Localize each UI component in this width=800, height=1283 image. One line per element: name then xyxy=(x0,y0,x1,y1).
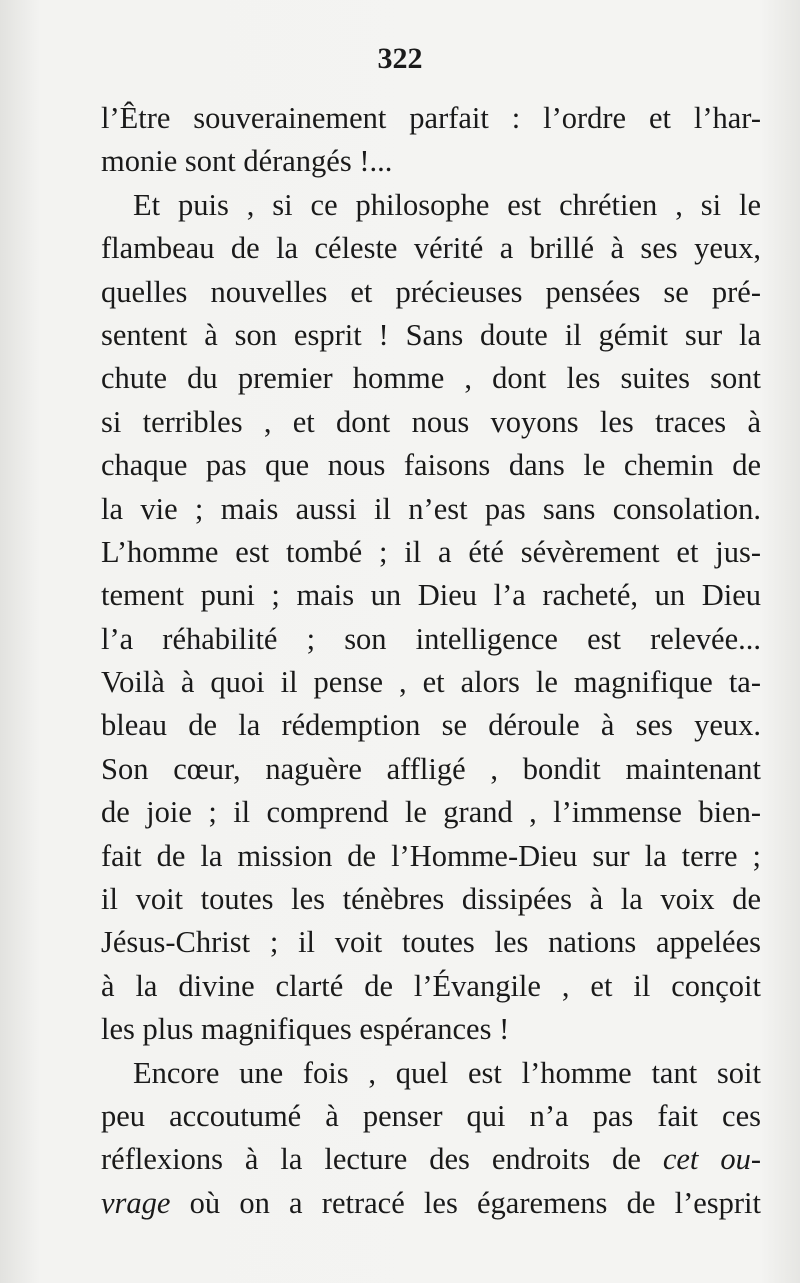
text-line xyxy=(101,965,761,1008)
line-text: monie sont dérangés !... xyxy=(101,144,393,179)
text-line xyxy=(101,835,761,878)
line-text: à la divine clarté de l’Évangile , et il conçoit xyxy=(101,968,761,1003)
line-text: Et puis , si ce philosophe est chrétien , si le xyxy=(133,187,761,222)
text-line xyxy=(101,1182,761,1225)
text-line xyxy=(101,357,761,400)
text-line xyxy=(101,574,761,617)
text-line xyxy=(101,618,761,661)
italic-text: vrage xyxy=(101,1185,171,1220)
line-text: Jésus-Christ ; il voit toutes les nations appelées xyxy=(101,925,761,960)
line-text: chaque pas que nous faisons dans le chemin de xyxy=(101,448,761,483)
text-line xyxy=(101,488,761,531)
line-text: sentent à son esprit ! Sans doute il gémit sur la xyxy=(101,317,761,352)
text-line xyxy=(101,444,761,487)
line-text: flambeau de la céleste vérité a brillé à ses yeux, xyxy=(101,231,761,266)
line-text: de joie ; il comprend le grand , l’immense bien- xyxy=(101,795,761,830)
text-line xyxy=(101,1008,761,1051)
line-text: peu accoutumé à penser qui n’a pas fait ces xyxy=(101,1098,761,1133)
line-text: fait de la mission de l’Homme-Dieu sur la terre ; xyxy=(101,838,761,873)
line-text: Encore une fois , quel est l’homme tant soit xyxy=(133,1055,761,1090)
line-text: Son cœur, naguère affligé , bondit maintenant xyxy=(101,751,761,786)
line-text: réflexions à la lecture des endroits de xyxy=(101,1142,663,1177)
text-line xyxy=(101,401,761,444)
line-text: Voilà à quoi il pense , et alors le magnifique ta- xyxy=(101,665,761,700)
text-line xyxy=(101,748,761,791)
text-line xyxy=(101,1052,761,1095)
text-line xyxy=(101,314,761,357)
line-text: les plus magnifiques espérances ! xyxy=(101,1012,510,1047)
line-text: L’homme est tombé ; il a été sévèrement et jus- xyxy=(101,534,761,569)
text-line xyxy=(101,878,761,921)
italic-text: cet ou- xyxy=(662,1142,761,1177)
line-text: chute du premier homme , dont les suites sont xyxy=(101,361,761,396)
line-text: l’Être souverainement parfait : l’ordre et l’har- xyxy=(101,101,761,135)
line-text: la vie ; mais aussi il n’est pas sans consolation. xyxy=(101,491,761,526)
text-line xyxy=(101,531,761,574)
line-text: bleau de la rédemption se déroule à ses yeux. xyxy=(101,708,761,743)
text-line xyxy=(101,704,761,747)
text-line xyxy=(101,661,761,704)
text-line xyxy=(101,1095,761,1138)
text-line xyxy=(101,227,761,270)
text-line xyxy=(101,271,761,314)
text-line xyxy=(101,97,761,140)
text-line xyxy=(101,1138,761,1181)
text-line xyxy=(101,791,761,834)
page-number: 322 xyxy=(377,42,423,75)
text-line xyxy=(101,184,761,227)
body-text xyxy=(101,97,761,1225)
text-line xyxy=(101,921,761,964)
line-text: il voit toutes les ténèbres dissipées à la voix de xyxy=(101,882,761,917)
line-text-after: où on a retracé les égaremens de l’esprit xyxy=(170,1185,761,1220)
line-text: l’a réhabilité ; son intelligence est relevée... xyxy=(101,621,761,656)
line-text: si terribles , et dont nous voyons les traces à xyxy=(101,404,761,439)
text-line xyxy=(101,140,761,183)
line-text: tement puni ; mais un Dieu l’a racheté, un Dieu xyxy=(101,578,761,613)
line-text: quelles nouvelles et précieuses pensées se pré- xyxy=(101,274,761,309)
